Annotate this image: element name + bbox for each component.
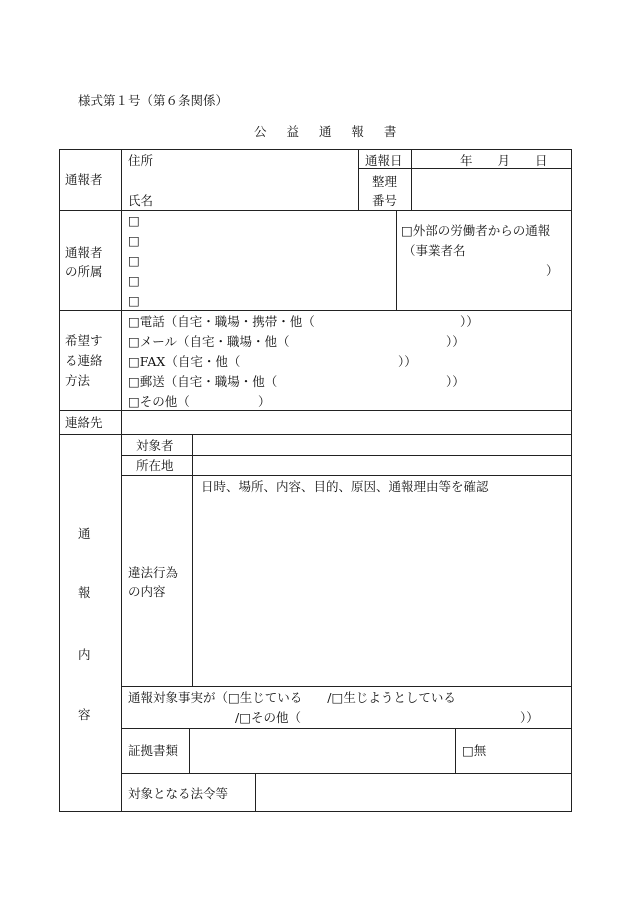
row-divider <box>59 310 572 311</box>
form-number: 様式第１号（第６条関係） <box>78 93 229 108</box>
contact-option-close: ）） <box>446 374 465 389</box>
report-content-label: 内 <box>78 647 91 662</box>
contact-option-close: ） <box>258 394 271 409</box>
affiliation-checkbox[interactable]: □ <box>128 213 140 228</box>
row-divider <box>59 434 572 435</box>
report-date-value: 年 月 日 <box>460 153 548 168</box>
contact-method-label: 希望す <box>65 333 103 348</box>
contact-option-close: ）） <box>460 314 479 329</box>
contact-option-close: ）） <box>398 354 417 369</box>
evidence-label: 証拠書類 <box>128 743 179 758</box>
location-label: 所在地 <box>136 458 174 473</box>
fact-status-close: ）） <box>520 710 539 725</box>
affiliation-checkbox[interactable]: □ <box>128 253 140 268</box>
violation-hint: 日時、場所、内容、目的、原因、通報理由等を確認 <box>201 479 489 494</box>
row-divider <box>59 210 572 211</box>
cell-divider <box>358 168 572 169</box>
address-label: 住所 <box>128 153 154 168</box>
name-label: 氏名 <box>128 193 154 208</box>
affiliation-checkbox[interactable]: □ <box>128 273 140 288</box>
cell-divider <box>121 475 572 476</box>
affiliation-label: 通報者 <box>65 245 103 260</box>
cell-divider <box>455 728 456 773</box>
cell-divider <box>192 434 193 686</box>
external-worker-option[interactable]: □外部の労働者からの通報 <box>401 223 551 238</box>
row-divider <box>59 410 572 411</box>
page-title: 公 益 通 報 書 <box>254 124 405 139</box>
cell-divider <box>358 149 359 210</box>
applicable-laws-label: 対象となる法令等 <box>128 786 229 801</box>
contact-option-fax[interactable]: □FAX（自宅・他（ <box>128 354 241 369</box>
cell-divider <box>121 455 572 456</box>
report-date-label: 通報日 <box>365 153 403 168</box>
contact-method-label: 方法 <box>65 373 91 388</box>
cell-divider <box>121 686 572 687</box>
contact-option-mail[interactable]: □郵送（自宅・職場・他（ <box>128 374 278 389</box>
reference-number-label: 番号 <box>372 193 398 208</box>
evidence-none-option[interactable]: □無 <box>462 743 487 758</box>
target-person-label: 対象者 <box>136 438 174 453</box>
affiliation-checkbox[interactable]: □ <box>128 293 140 308</box>
violation-label: の内容 <box>128 584 166 599</box>
fact-status-other[interactable]: /□その他（ <box>235 710 302 725</box>
affiliation-checkbox[interactable]: □ <box>128 233 140 248</box>
cell-divider <box>411 149 412 210</box>
reporter-label: 通報者 <box>65 172 103 187</box>
cell-divider <box>121 773 572 774</box>
cell-divider <box>255 773 256 812</box>
contact-option-email[interactable]: □メール（自宅・職場・他（ <box>128 334 290 349</box>
contact-address-label: 連絡先 <box>65 415 103 430</box>
contact-option-other[interactable]: □その他（ <box>128 394 190 409</box>
label-column-divider <box>121 149 122 812</box>
report-content-label: 報 <box>78 585 91 600</box>
reference-number-label: 整理 <box>372 174 398 189</box>
contact-option-phone[interactable]: □電話（自宅・職場・携帯・他（ <box>128 314 315 329</box>
contact-option-close: ）） <box>446 334 465 349</box>
report-content-label: 容 <box>78 707 91 722</box>
cell-divider <box>396 210 397 310</box>
fact-status-options[interactable]: 通報対象事実が（□生じている /□生じようとしている <box>128 690 456 705</box>
report-content-label: 通 <box>78 526 91 541</box>
contact-method-label: る連絡 <box>65 353 103 368</box>
affiliation-label: の所属 <box>65 264 103 279</box>
cell-divider <box>189 728 190 773</box>
violation-label: 違法行為 <box>128 565 179 580</box>
company-name-close: ） <box>546 263 559 278</box>
company-name-label: （事業者名 <box>403 243 466 258</box>
